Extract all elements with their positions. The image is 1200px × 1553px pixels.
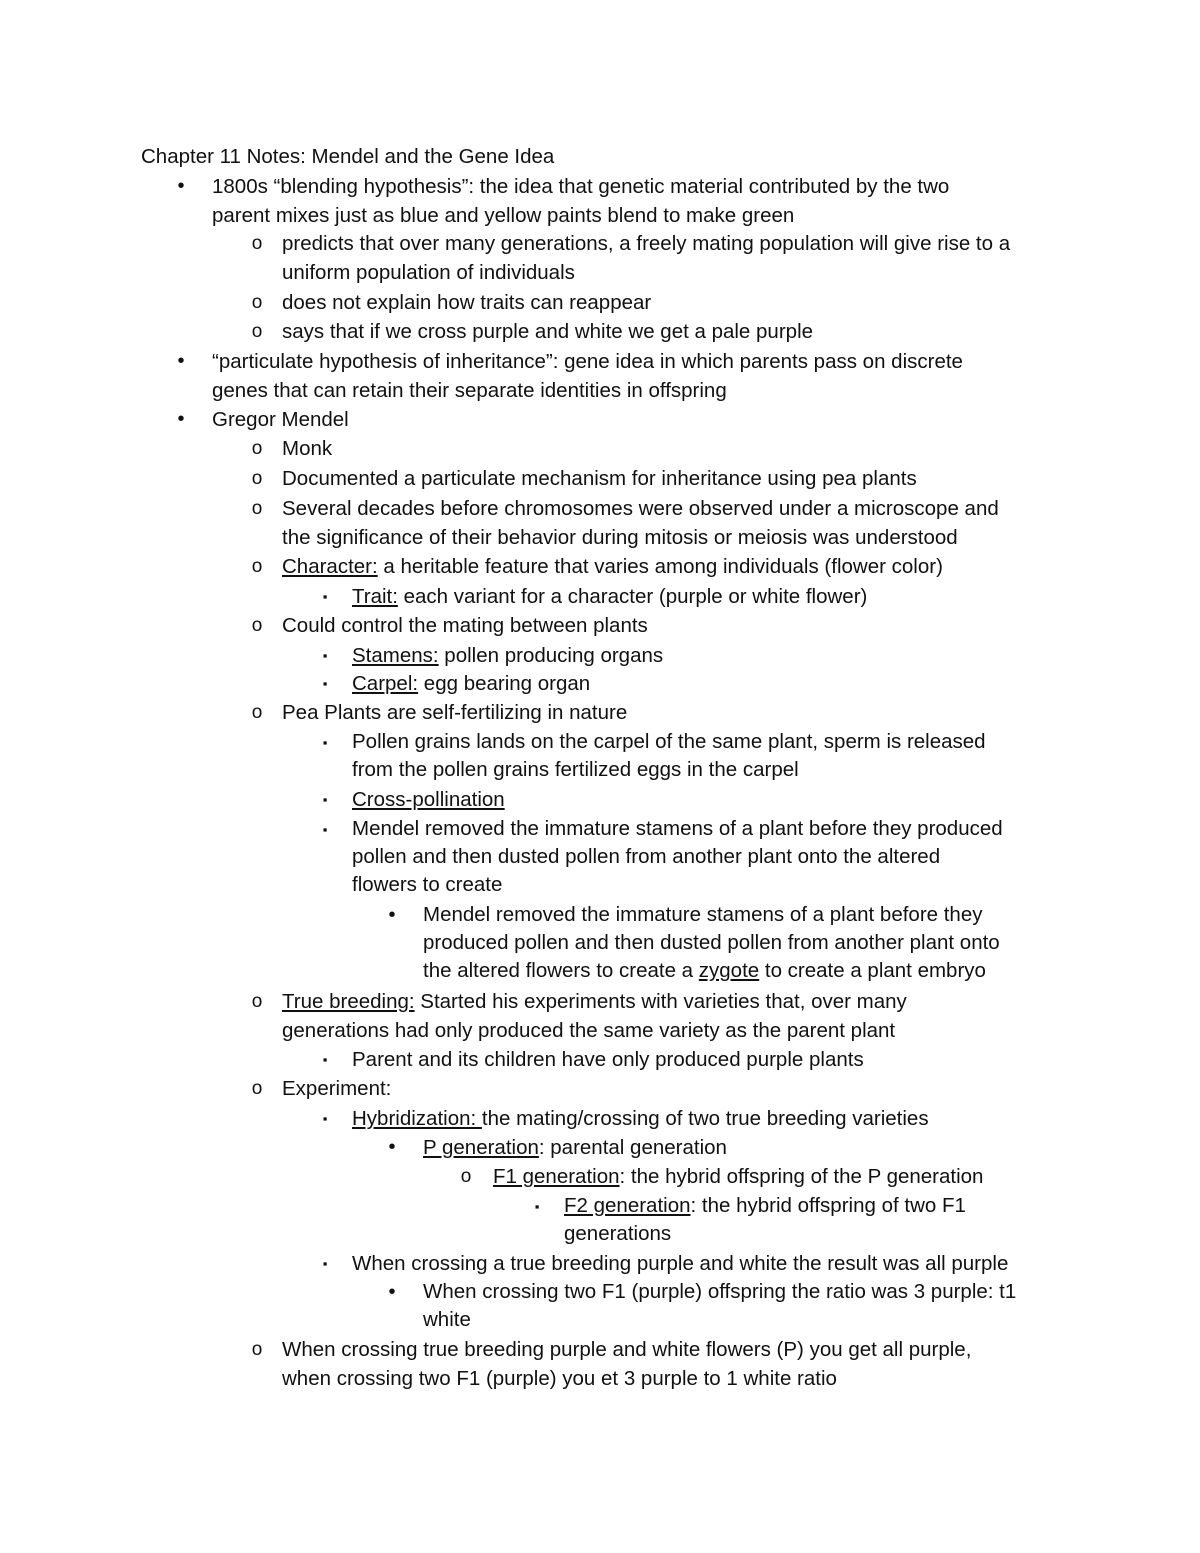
list-item-text: pollen and then dusted pollen from another plant onto the altered (352, 845, 941, 868)
bullet-marker: o (251, 991, 263, 1012)
list-item-text: generations (564, 1222, 672, 1245)
list-item (322, 785, 505, 814)
bullet-marker: o (251, 702, 263, 723)
term-label: zygote (698, 959, 760, 982)
list-item (534, 1192, 966, 1248)
list-item (177, 405, 349, 434)
list-item (251, 494, 999, 552)
list-item-text (352, 1104, 929, 1133)
term-label: F2 generation (564, 1194, 691, 1217)
list-item (251, 288, 652, 317)
term-definition: : parental generation (538, 1136, 727, 1159)
term-label: Cross-pollination (352, 788, 505, 811)
list-item-text: Monk (282, 437, 333, 460)
list-item-text: genes that can retain their separate identities in offspring (212, 379, 727, 402)
term-label: F1 generation (493, 1165, 620, 1188)
list-item-text (282, 987, 907, 1016)
list-item-text: white (423, 1308, 471, 1331)
list-item-text (352, 582, 867, 611)
bullet-marker: o (251, 1078, 263, 1099)
bullet-marker: ▪ (322, 1256, 328, 1271)
list-item-text: Pea Plants are self-fertilizing in nature (282, 701, 628, 724)
term-definition: : the hybrid offspring of the P generation (619, 1165, 984, 1188)
term-definition: egg bearing organ (418, 672, 591, 695)
bullet-marker: ▪ (322, 676, 328, 691)
list-item-text: from the pollen grains fertilized eggs in the carpel (352, 758, 799, 781)
list-item-text: parent mixes just as blue and yellow paints blend to make green (212, 204, 795, 227)
list-item-text: When crossing true breeding purple and white flowers (P) you get all purple, (282, 1338, 972, 1361)
page-title: Chapter 11 Notes: Mendel and the Gene Idea (141, 145, 555, 168)
term-definition: Started his experiments with varieties that, over many (414, 990, 907, 1013)
bullet-marker: o (251, 615, 263, 636)
term-definition: pollen producing organs (438, 644, 664, 667)
list-item (251, 698, 628, 727)
list-item (322, 728, 986, 784)
bullet-marker: • (388, 1281, 396, 1303)
bullet-marker: o (251, 292, 263, 313)
bullet-marker: o (251, 498, 263, 519)
bullet-marker: o (251, 1339, 263, 1360)
list-item (322, 669, 591, 698)
bullet-marker: o (460, 1166, 472, 1187)
list-item-text: Could control the mating between plants (282, 614, 648, 637)
term-definition: : the hybrid offspring of two F1 (690, 1194, 966, 1217)
list-item-text (352, 785, 505, 814)
bullet-marker: • (388, 904, 396, 926)
list-item (251, 552, 943, 581)
term-definition: each variant for a character (purple or white flower) (397, 585, 868, 608)
list-item (322, 582, 868, 611)
list-item (322, 1045, 864, 1074)
list-item-text: 1800s “blending hypothesis”: the idea that genetic material contributed by the two (212, 175, 950, 198)
text-segment: to create a plant embryo (759, 959, 986, 982)
text-segment: the altered flowers to create a (423, 959, 699, 982)
list-item (251, 611, 648, 640)
list-item (251, 229, 1011, 287)
bullet-marker: • (388, 1136, 396, 1158)
list-item (177, 347, 963, 405)
term-label: P generation (423, 1136, 539, 1159)
bullet-marker: ▪ (322, 735, 328, 750)
list-item-text (423, 957, 1000, 985)
list-item-text (282, 552, 943, 581)
list-item-text: generations had only produced the same variety as the parent plant (282, 1019, 896, 1042)
list-item-text (564, 1192, 966, 1220)
list-item-text: Pollen grains lands on the carpel of the same plant, sperm is released (352, 730, 986, 753)
bullet-marker: ▪ (322, 1052, 328, 1067)
term-label: Character: (282, 555, 378, 578)
bullet-marker: • (177, 350, 185, 372)
list-item-text: Mendel removed the immature stamens of a plant before they produced (352, 817, 1003, 840)
list-item-text: flowers to create (352, 873, 503, 896)
bullet-marker: ▪ (322, 589, 328, 604)
list-item (251, 1335, 972, 1393)
list-item (388, 1278, 1017, 1334)
term-label: Trait: (352, 585, 398, 608)
list-item-text: Parent and its children have only produced purple plants (352, 1048, 864, 1071)
bullet-marker: ▪ (322, 792, 328, 807)
bullet-marker: • (177, 175, 185, 197)
list-item-text: when crossing two F1 (purple) you et 3 purple to 1 white ratio (282, 1367, 837, 1390)
list-item (177, 172, 950, 230)
bullet-marker: ▪ (322, 822, 328, 837)
list-item (322, 1249, 1009, 1278)
list-item (251, 434, 333, 463)
list-item-text: uniform population of individuals (282, 261, 575, 284)
bullet-marker: o (251, 438, 263, 459)
term-definition: the mating/crossing of two true breeding varieties (481, 1107, 929, 1130)
bullet-marker: o (251, 468, 263, 489)
list-item-text (493, 1162, 983, 1191)
term-label: True breeding: (282, 990, 415, 1013)
list-item (460, 1162, 984, 1191)
list-item-text: predicts that over many generations, a freely mating population will give rise to a (282, 232, 1011, 255)
bullet-marker: • (177, 408, 185, 430)
term-label: Carpel: (352, 672, 419, 695)
term-label: Hybridization: (352, 1107, 482, 1130)
list-item (388, 901, 1000, 985)
list-item-text (352, 669, 590, 698)
list-item (322, 1104, 929, 1133)
bullet-marker: ▪ (322, 648, 328, 663)
list-item-text: the significance of their behavior during mitosis or meiosis was understood (282, 526, 958, 549)
list-item (251, 464, 917, 493)
list-item-text: When crossing a true breeding purple and white the result was all purple (352, 1252, 1009, 1275)
list-item (251, 317, 814, 346)
list-item-text: says that if we cross purple and white we get a pale purple (282, 320, 814, 343)
term-label: Stamens: (352, 644, 439, 667)
list-item-text: produced pollen and then dusted pollen from another plant onto (423, 931, 1000, 954)
bullet-marker: ▪ (322, 1111, 328, 1126)
list-item-text: Several decades before chromosomes were observed under a microscope and (282, 497, 999, 520)
list-item (322, 815, 1003, 899)
list-item-text: “particulate hypothesis of inheritance”: gene idea in which parents pass on discrete (212, 350, 963, 373)
list-item (322, 641, 664, 670)
list-item-text: Gregor Mendel (212, 408, 349, 431)
term-definition: a heritable feature that varies among individuals (flower color) (377, 555, 943, 578)
list-item-text (423, 1133, 727, 1162)
list-item-text: When crossing two F1 (purple) offspring the ratio was 3 purple: t1 (423, 1280, 1017, 1303)
list-item (251, 987, 907, 1045)
list-item-text: Mendel removed the immature stamens of a plant before they (423, 903, 983, 926)
list-item (251, 1074, 392, 1103)
list-item-text: Documented a particulate mechanism for inheritance using pea plants (282, 467, 917, 490)
bullet-marker: o (251, 556, 263, 577)
bullet-marker: o (251, 233, 263, 254)
list-item-text: Experiment: (282, 1077, 392, 1100)
list-item (388, 1133, 727, 1162)
list-item-text: does not explain how traits can reappear (282, 291, 652, 314)
bullet-marker: ▪ (534, 1199, 540, 1214)
list-item-text (352, 641, 663, 670)
bullet-marker: o (251, 321, 263, 342)
